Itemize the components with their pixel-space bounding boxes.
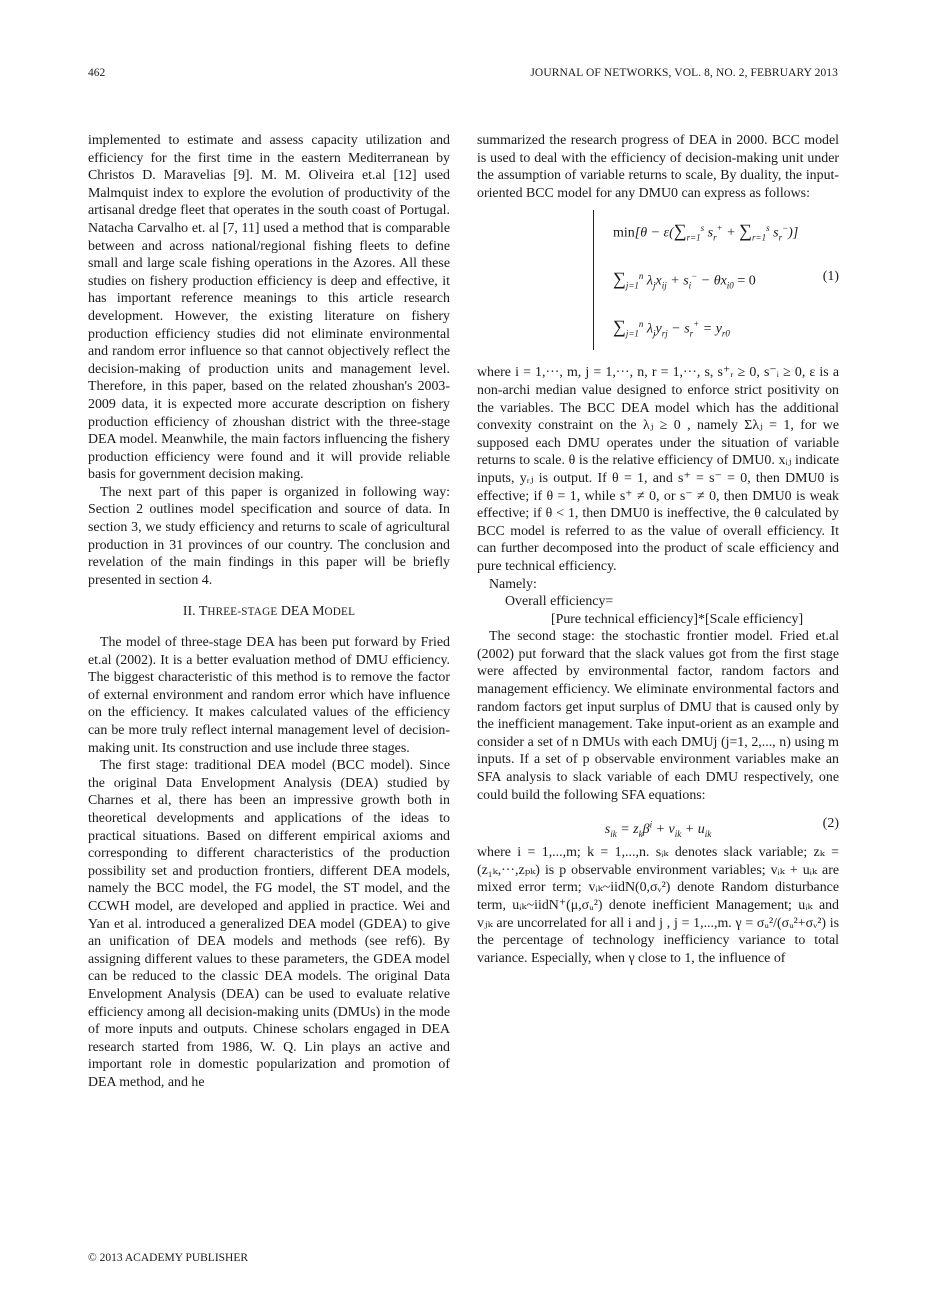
namely-label: Namely:: [489, 576, 537, 592]
paragraph-organization: The next part of this paper is organized in following way: Section 2 outlines model specification and source of data. In section 3, we study efficiency and returns to scale of agricultural production in 31 provinces of our country. The conclusion and revelation of the main findings in this paper will be briefly presented in section 4.: [88, 484, 450, 588]
paragraph-second-stage: The second stage: the stochastic frontier model. Fried et.al (2002) put forward that the slack values got from the first stage were affected by environmental factor, random factors and management efficiency. We eliminate environmental factors and random factors get input surplus of DMU that is caused only by the inefficient management. Take input-orient as an example and consider a set of n DMUs with each DMUj (j=1, 2,..., n) using m inputs. If a set of p observable environment variables make an SFA analysis to slack variable of each DMU respectively, one could build the following SFA equations:: [477, 629, 839, 803]
equation-1-bcc-model: [477, 206, 839, 356]
paragraph-three-stage: The model of three-stage DEA has been put forward by Fried et.al (2002). It is a better evaluation method of DMU efficiency. The biggest characteristic of this method is to remove the factor of external environment and random error which have influence on the efficiency. It makes calculated values of the efficiency can be more truly reflect internal management level of decision-making unit. Its construction and use include three stages.: [88, 635, 450, 756]
paragraph-dea-summary: summarized the research progress of DEA in 2000. BCC model is used to deal with the efficiency of decision-making unit under the assumption of variable returns to scale, By duality, the input-oriented BCC model for any DMU0 can express as follows:: [477, 133, 839, 201]
paragraph-sfa-explanation: where i = 1,...,m; k = 1,...,n. sᵢₖ denotes slack variable; zₖ = (z₁ₖ,···,zₚₖ) is p observable environment variables; vᵢₖ + uᵢₖ are mixed error term; vᵢₖ~iidN(0,σᵥ²) denote Random disturbance term, uᵢₖ~iidN⁺(μ,σᵤ²) denote inefficient Management; uᵢₖ and vⱼₖ are uncorrelated for all i and j , j = 1,...,m. γ = σᵤ²/(σᵤ²+σᵥ²) is the percentage of technology inefficiency variance to total variance. Especially, when γ close to 1, the influence of: [477, 845, 839, 966]
paragraph-first-stage: The first stage: traditional DEA model (BCC model). Since the original Data Envelopment Analysis (DEA) studied by Charnes et al, there has been an impressive growth both in theoretical developments and applications of the ideas to practical situations. Based on different empirical axioms and corresponding to different characteristics of the production possibility set and production frontiers, different DEA models, namely the BCC model, the FG model, the ST model, and the CCWH model, are developed and applied in practice. Wei and Yan et al. introduced a generalized DEA model (GDEA) to give an unification of DEA models and methods (see ref6). By assigning different values to these parameters, the GDEA model can be reduced to the classic DEA models. The original Data Envelopment Analysis (DEA) can be used to evaluate relative efficiency among all decision-making units (DMUs) in the mode of more inputs and outputs. Chinese scholars engaged in DEA research started from 1986, W. Q. Lin plays an active and important role in domestic popularization and promotion of DEA method, and he: [88, 758, 450, 1090]
right-column: [477, 132, 839, 967]
efficiency-product: [Pure technical efficiency]*[Scale efficiency]: [551, 611, 804, 627]
equation-1-number: (1): [822, 269, 839, 285]
overall-efficiency-label: Overall efficiency=: [505, 594, 614, 610]
equation-2-sfa: [477, 810, 839, 838]
equation-2-number: (2): [822, 816, 839, 832]
equation-2-expression: $s_{ik} = z_k\beta^i + v_{ik} + u_{ik}$: [604, 819, 712, 839]
equation-1-input-constraint: $\sum_{j=1}^n$ $\lambda_jx_{ij} + s_i^- - \theta x_{i0} = 0$: [613, 269, 756, 291]
equation-1-output-constraint: $\sum_{j=1}^n$ $\lambda_jy_{rj} - s_r^+ = y_{r0}$: [613, 317, 730, 339]
journal-running-head: JOURNAL OF NETWORKS, VOL. 8, NO. 2, FEBRUARY 2013: [530, 67, 838, 79]
left-column: [88, 132, 450, 1091]
publisher-footer: © 2013 ACADEMY PUBLISHER: [88, 1252, 249, 1264]
page-number: 462: [88, 67, 106, 79]
equation-1-objective: $\min[\theta - \varepsilon(\sum_{r=1}^s$ $s_r^+ + \sum_{r=1}^s$ $s_r^-$)]: [613, 221, 799, 243]
system-brace: [593, 210, 602, 350]
section-heading: II. THREE-STAGE DEA MODEL: [182, 604, 356, 620]
paragraph-bcc-explanation: where i = 1,···, m, j = 1,···, n, r = 1,···, s, s⁺ᵣ ≥ 0, s⁻ᵢ ≥ 0, ε is a non-archi median value designed to enforce strict positivity on the variables. The BCC DEA model which has the additional convexity constraint on the λⱼ ≥ 0 , namely Σλⱼ = 1, for we supposed each DMU operates under the situation of variable returns to scale. θ is the relative efficiency of DMU0. xᵢⱼ indicate inputs, yᵣⱼ is output. If θ = 1, and s⁺ = s⁻ = 0, then DMU0 is effective; if θ = 1, while s⁺ ≠ 0, or s⁻ ≠ 0, then DMU0 is weak effective; if θ < 1, then DMU0 is ineffective, the θ calculated by BCC model is referred to as the value of overall efficiency. It can further decomposed into the product of scale efficiency and pure technical efficiency.: [477, 365, 839, 574]
paragraph-intro-continued: implemented to estimate and assess capacity utilization and efficiency for the first time in the eastern Mediterranean by Christos D. Maravelias [9]. M. M. Oliveira et.al [12] used Malmquist index to explore the evolution of productivity of the artisanal dredge fleet that operates in the south coast of Portugal. Natacha Carvalho et. al [7, 11] used a method that is comparable between and across national/regional fishing fleets to define small and large scale fishing operations in the Azores. All these studies on fishery production efficiency is deep and effective, it has important reference meanings to this article research development. However, the existing literature on fishery production efficiency studies did not eliminate environmental and random error influence so that cannot objectively reflect the decision-making of production units and management level. Therefore, in this paper, based on the related zhoushan's 2003-2009 data, it is expected more accurate description on fishery production efficiency of zhoushan district with the three-stage DEA model. Meanwhile, the main factors influencing the fishery production efficiency were found and it will provide reliable basis for government decision making.: [88, 133, 450, 483]
